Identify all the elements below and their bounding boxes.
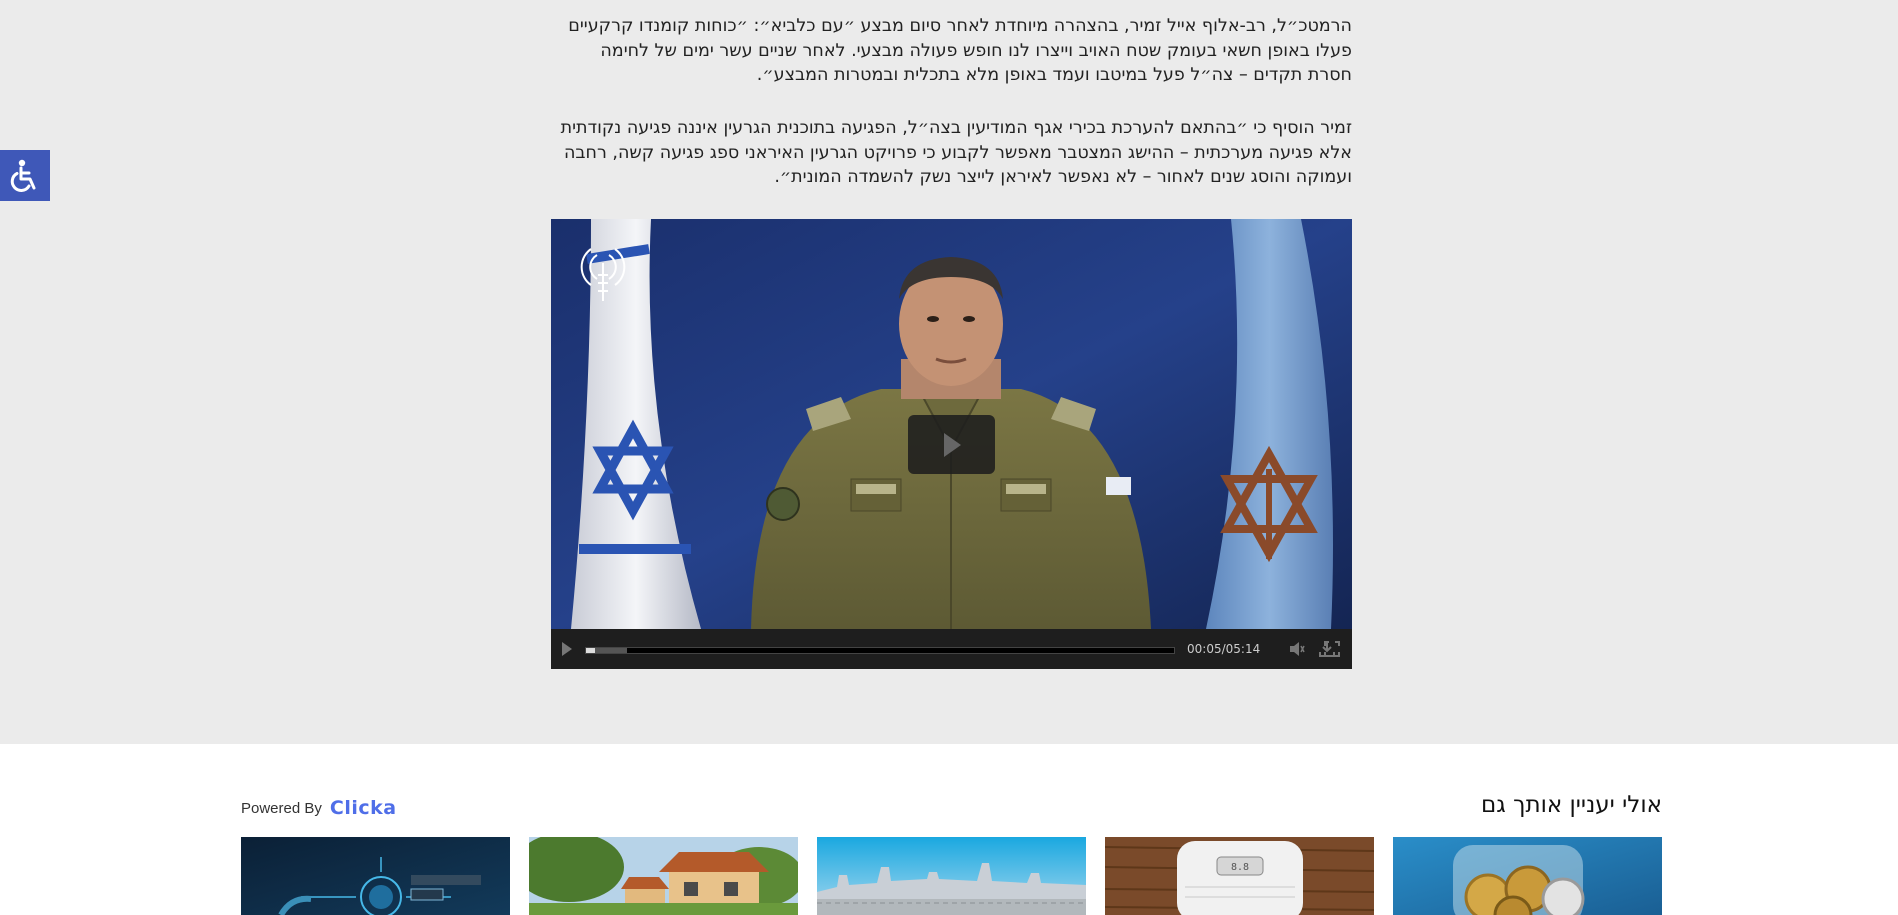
fullscreen-button[interactable] [1323,641,1341,657]
play-icon [942,432,962,458]
time-display: 00:05/05:14 [1187,642,1261,656]
powered-by-label: Powered By [241,799,322,817]
mute-button[interactable] [1288,641,1306,657]
accessibility-button[interactable] [0,150,50,201]
video-controls [551,629,1352,669]
recommendations-heading: אולי יעניין אותך גם [1481,792,1662,818]
recommendation-card[interactable] [1105,837,1374,915]
card-thumbnail-city [817,837,1086,915]
big-play-button[interactable] [908,415,995,474]
powered-by[interactable] [241,797,397,819]
play-button[interactable] [559,639,575,659]
article-paragraph [551,14,1352,88]
play-icon [561,641,573,657]
recommendation-card[interactable] [529,837,798,915]
article-text-1: הרמטכ״ל, רב-אלוף אייל זמיר, בהצהרה מיוחדת לאחר סיום מבצע ״עם כלביא״: ״כוחות קומנדו קרקעיים פעלו באופן חשאי בעומק שטח האויב וייצרו לנו חופש פעולה מבצעי. לאחר שניים עשר ימים של לחימה חסרת תקדים – צה״ל פעל במיטבו ועמד באופן מלא בתכלית ובמטרות המבצע״. [568,16,1352,85]
card-thumbnail-house [529,837,798,915]
card-thumbnail-scale [1105,837,1374,915]
recommendations-section [0,744,1898,915]
wheelchair-icon [8,158,42,194]
recommendation-card[interactable] [241,837,510,915]
fullscreen-icon [1324,641,1340,657]
card-thumbnail-coins [1393,837,1662,915]
progress-fill [586,648,595,653]
card-thumbnail-ai [241,837,510,915]
article-paragraph [551,116,1352,190]
video-player[interactable] [551,219,1352,669]
recommendation-card[interactable] [817,837,1086,915]
volume-icon [1289,642,1305,656]
svg-text:8.8: 8.8 [1230,862,1250,873]
clicka-logo: Clicka [329,797,397,819]
recommendation-card[interactable] [1393,837,1662,915]
article-text-2: זמיר הוסיף כי ״בהתאם להערכת בכירי אגף המודיעין בצה״ל, הפגיעה בתוכנית הגרעין איננה פגיעה נקודתית אלא פגיעה מערכתית – ההישג המצטבר מאפשר לקבוע כי פרויקט הגרעין האיראני ספג פגיעה קשה, רחבה ועמוקה והוסג שנים לאחור – לא נאפשר לאיראן לייצר נשק להשמדה המונית״. [560,118,1352,187]
progress-bar[interactable] [585,647,1175,654]
